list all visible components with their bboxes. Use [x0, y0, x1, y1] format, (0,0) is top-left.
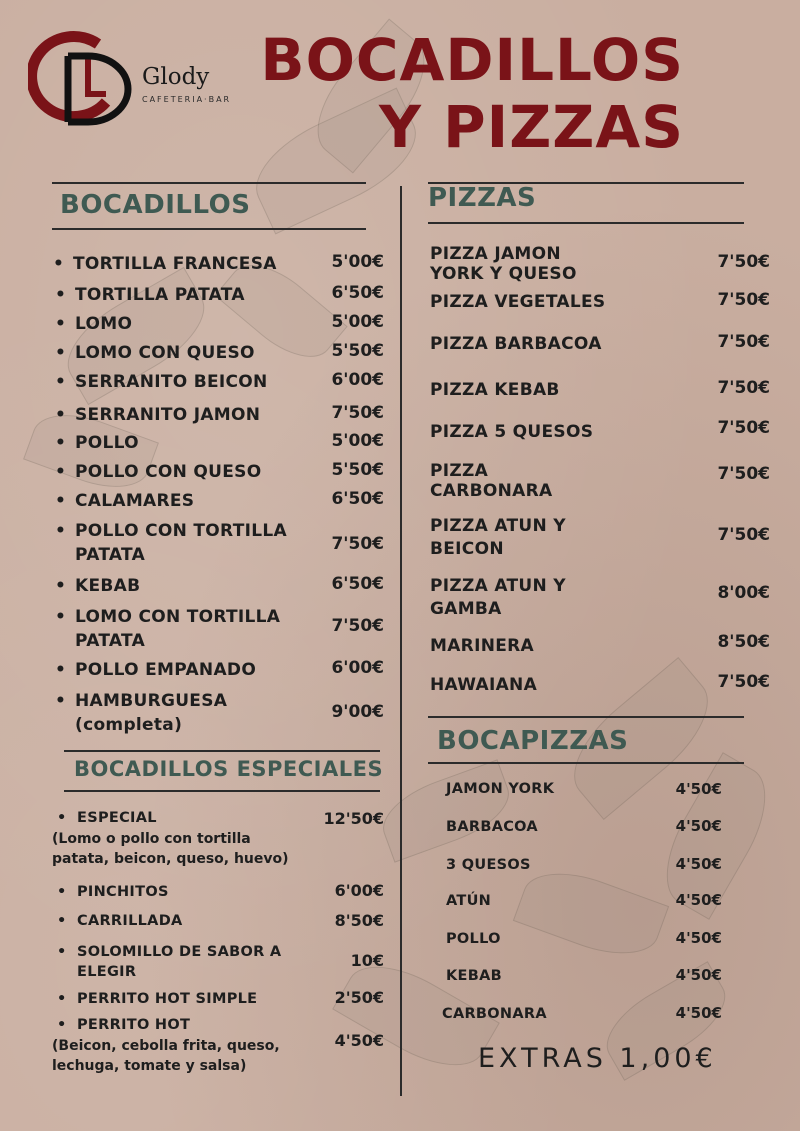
- menu-item-price: 4'50€: [334, 1031, 384, 1050]
- menu-item-name: • POLLO CON TORTILLA: [75, 519, 287, 543]
- menu-item-name: • LOMO CON QUESO: [75, 341, 255, 365]
- menu-item-name: ATÚN: [446, 893, 492, 909]
- menu-item-name: HAWAIANA: [430, 675, 538, 695]
- menu-item-price: 6'50€: [331, 489, 384, 509]
- menu-item-name: BARBACOA: [446, 819, 538, 835]
- menu-item-name: • HAMBURGUESA: [75, 689, 227, 713]
- menu-item-name: PIZZA BARBACOA: [430, 334, 602, 354]
- menu-item-name: • CARRILLADA: [77, 911, 183, 931]
- menu-item-price: 7'50€: [717, 464, 770, 484]
- menu-item-name-line2: PATATA: [75, 631, 146, 651]
- menu-item-name: • SERRANITO BEICON: [75, 370, 268, 394]
- divider: [64, 790, 380, 792]
- menu-item-name: PIZZA ATUN Y: [430, 576, 566, 596]
- menu-item-price: 6'00€: [331, 370, 384, 390]
- menu-item-name: • ESPECIAL: [77, 808, 157, 828]
- menu-item-name: • POLLO CON QUESO: [75, 460, 261, 484]
- menu-item-price: 7'50€: [331, 616, 384, 636]
- brand-subtitle: CAFETERIA·BAR: [142, 95, 232, 104]
- menu-item-price: 12'50€: [323, 809, 384, 828]
- menu-item-name: • CALAMARES: [75, 489, 194, 513]
- divider: [428, 762, 744, 764]
- menu-item-name: • SOLOMILLO DE SABOR A: [77, 942, 281, 962]
- menu-item-price: 6'50€: [331, 574, 384, 594]
- menu-item-name: • PERRITO HOT SIMPLE: [77, 989, 257, 1009]
- brand-monogram-icon: [28, 26, 148, 126]
- menu-item-price: 4'50€: [675, 817, 722, 835]
- menu-item-name: • LOMO CON TORTILLA: [75, 605, 280, 629]
- menu-item-price: 7'50€: [717, 252, 770, 272]
- page-title-line1: BOCADILLOS: [260, 26, 684, 94]
- menu-item-price: 9'00€: [331, 702, 384, 722]
- menu-item-name: PIZZA: [430, 461, 489, 481]
- menu-item-name: PIZZA KEBAB: [430, 380, 560, 400]
- section-header-especiales: BOCADILLOS ESPECIALES: [74, 757, 384, 781]
- menu-item-name: • PERRITO HOT: [77, 1015, 190, 1035]
- menu-item-name: JAMON YORK: [446, 781, 555, 797]
- menu-item-price: 7'50€: [717, 332, 770, 352]
- brand-name: Glody: [142, 64, 210, 90]
- menu-item-price: 6'00€: [331, 658, 384, 678]
- menu-item-name: • TORTILLA FRANCESA: [73, 252, 277, 276]
- menu-item-name: • POLLO EMPANADO: [75, 658, 256, 682]
- menu-item-name: 3 QUESOS: [446, 857, 531, 873]
- menu-item-price: 4'50€: [675, 929, 722, 947]
- menu-item-name: • LOMO: [75, 312, 132, 336]
- divider: [52, 228, 366, 230]
- menu-item-price: 8'00€: [717, 583, 770, 603]
- divider: [52, 182, 366, 184]
- section-header-pizzas: PIZZAS: [428, 183, 537, 213]
- menu-item-price: 4'50€: [675, 855, 722, 873]
- menu-item-note: (Beicon, cebolla frita, queso,: [52, 1038, 280, 1054]
- menu-item-note: patata, beicon, queso, huevo): [52, 851, 289, 867]
- menu-item-name: • KEBAB: [75, 574, 140, 598]
- menu-item-name: • PINCHITOS: [77, 882, 169, 902]
- menu-item-name: PIZZA ATUN Y: [430, 516, 566, 536]
- divider: [428, 222, 744, 224]
- menu-item-name: CARBONARA: [442, 1006, 547, 1022]
- menu-item-name-line2: PATATA: [75, 545, 146, 565]
- menu-item-name: • POLLO: [75, 431, 139, 455]
- menu-item-price: 7'50€: [717, 418, 770, 438]
- menu-item-note: (Lomo o pollo con tortilla: [52, 831, 251, 847]
- menu-item-name: PIZZA JAMON: [430, 244, 561, 264]
- menu-item-price: 8'50€: [334, 911, 384, 930]
- menu-item-price: 7'50€: [331, 534, 384, 554]
- menu-item-price: 10€: [350, 951, 384, 970]
- menu-item-name-line2: YORK Y QUESO: [430, 264, 577, 284]
- menu-item-price: 5'00€: [331, 252, 384, 272]
- menu-item-name: PIZZA VEGETALES: [430, 292, 606, 312]
- section-header-bocadillos: BOCADILLOS: [60, 190, 251, 220]
- menu-item-price: 2'50€: [334, 988, 384, 1007]
- menu-item-price: 8'50€: [717, 632, 770, 652]
- menu-item-price: 4'50€: [675, 780, 722, 798]
- menu-item-name: MARINERA: [430, 636, 534, 656]
- menu-item-name: POLLO: [446, 931, 501, 947]
- menu-item-name: KEBAB: [446, 968, 502, 984]
- menu-item-price: 4'50€: [675, 1004, 722, 1022]
- menu-item-price: 5'50€: [331, 460, 384, 480]
- menu-item-price: 7'50€: [717, 672, 770, 692]
- menu-item-price: 5'00€: [331, 431, 384, 451]
- menu-item-name: • SERRANITO JAMON: [75, 403, 260, 427]
- page-title-line2: Y PIZZAS: [378, 93, 684, 161]
- menu-item-price: 6'00€: [334, 881, 384, 900]
- menu-item-price: 7'50€: [717, 378, 770, 398]
- divider: [428, 716, 744, 718]
- menu-item-name-line2: (completa): [75, 715, 183, 735]
- section-header-bocapizzas: BOCAPIZZAS: [437, 726, 629, 756]
- menu-item-name: PIZZA 5 QUESOS: [430, 422, 594, 442]
- menu-item-name-line2: BEICON: [430, 539, 504, 559]
- menu-item-price: 7'50€: [717, 525, 770, 545]
- menu-item-price: 5'00€: [331, 312, 384, 332]
- menu-item-name-line2: ELEGIR: [77, 964, 137, 980]
- menu-item-price: 6'50€: [331, 283, 384, 303]
- column-divider: [400, 186, 402, 1096]
- menu-item-price: 4'50€: [675, 966, 722, 984]
- menu-item-price: 7'50€: [717, 290, 770, 310]
- divider: [64, 750, 380, 752]
- menu-item-note: lechuga, tomate y salsa): [52, 1058, 247, 1074]
- menu-item-price: 7'50€: [331, 403, 384, 423]
- menu-item-price: 5'50€: [331, 341, 384, 361]
- menu-item-name-line2: CARBONARA: [430, 481, 553, 501]
- menu-item-price: 4'50€: [675, 891, 722, 909]
- menu-item-name: • TORTILLA PATATA: [75, 283, 245, 307]
- extras-note: EXTRAS 1,00€: [478, 1043, 717, 1074]
- menu-item-name-line2: GAMBA: [430, 599, 502, 619]
